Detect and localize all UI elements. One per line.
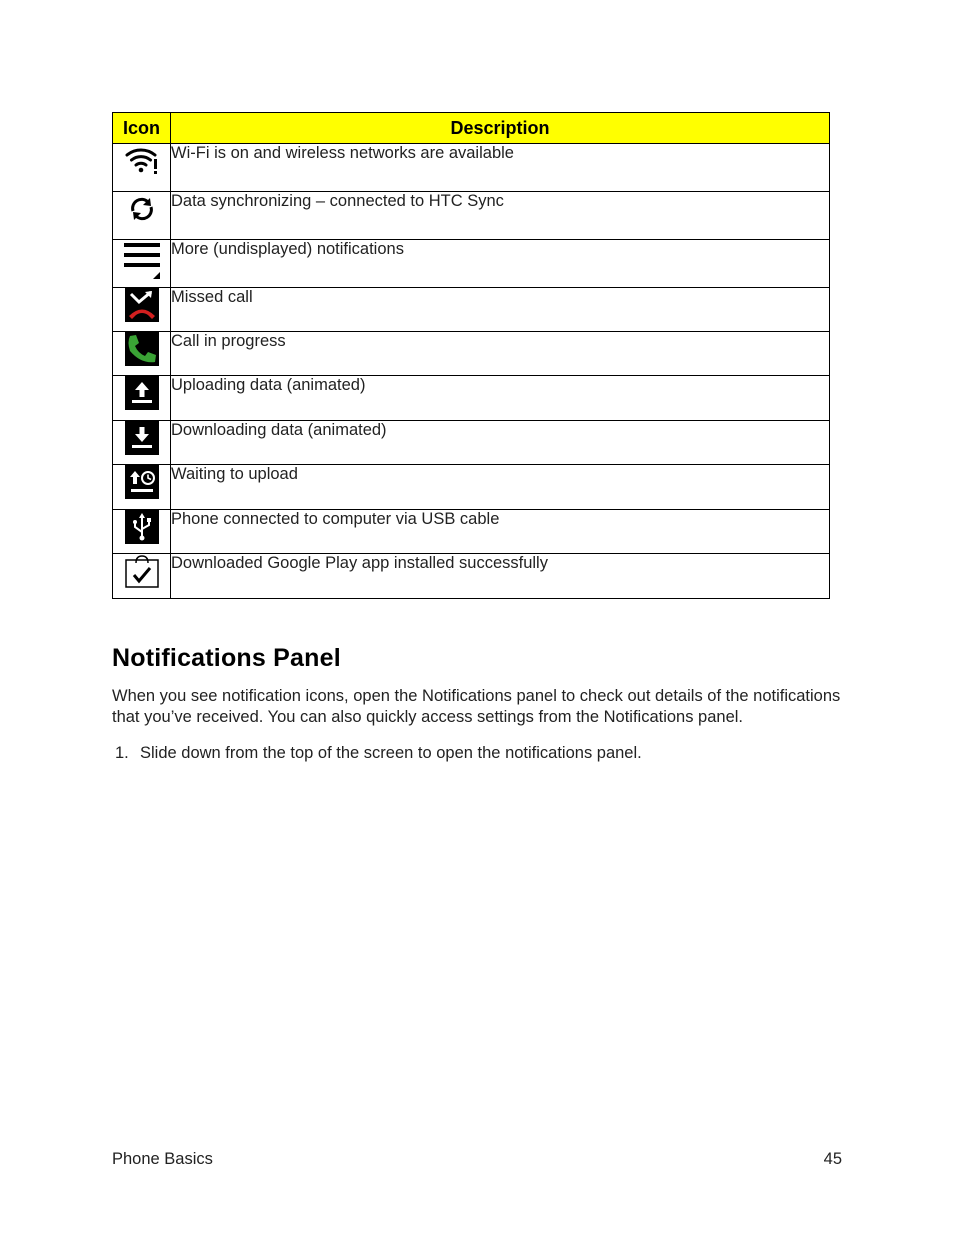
description-cell: Call in progress [171, 332, 830, 376]
missed-call-icon [125, 288, 159, 322]
icon-column-header: Icon [113, 113, 171, 144]
table-header-row [113, 113, 830, 144]
step-text: Slide down from the top of the screen to open the notifications panel. [140, 744, 642, 762]
icon-cell [113, 510, 171, 554]
icon-cell [113, 376, 171, 421]
table-row [113, 376, 830, 421]
icon-cell [113, 192, 171, 240]
table-row [113, 554, 830, 599]
waiting-upload-icon [125, 465, 159, 499]
description-cell: Data synchronizing – connected to HTC Sync [171, 192, 830, 240]
icon-cell [113, 421, 171, 465]
table-row [113, 240, 830, 288]
more-notifications-icon [122, 240, 162, 280]
description-cell: Waiting to upload [171, 465, 830, 510]
description-cell: Phone connected to computer via USB cable [171, 510, 830, 554]
description-cell: Wi-Fi is on and wireless networks are available [171, 144, 830, 192]
table-row [113, 510, 830, 554]
icon-cell [113, 288, 171, 332]
call-in-progress-icon [125, 332, 159, 366]
download-icon [125, 421, 159, 455]
table-row [113, 332, 830, 376]
description-cell: Uploading data (animated) [171, 376, 830, 421]
table-row [113, 288, 830, 332]
description-cell: Missed call [171, 288, 830, 332]
sync-icon [125, 192, 159, 226]
description-cell: Downloading data (animated) [171, 421, 830, 465]
description-cell: More (undisplayed) notifications [171, 240, 830, 288]
section-heading: Notifications Panel [112, 644, 341, 672]
description-cell: Downloaded Google Play app installed successfully [171, 554, 830, 599]
usb-icon [125, 510, 159, 544]
icon-cell [113, 554, 171, 599]
status-icons-table [112, 112, 830, 599]
icon-cell [113, 332, 171, 376]
upload-icon [125, 376, 159, 410]
table-row [113, 465, 830, 510]
google-play-installed-icon [125, 554, 159, 588]
table-row [113, 192, 830, 240]
wifi-available-icon [125, 144, 159, 178]
icon-cell [113, 465, 171, 510]
table-row [113, 421, 830, 465]
description-column-header: Description [171, 113, 830, 144]
footer-chapter-title: Phone Basics [112, 1150, 213, 1168]
icon-cell [113, 144, 171, 192]
table-row [113, 144, 830, 192]
section-paragraph: When you see notification icons, open the Notifications panel to check out details of the notifications that you’ve received. You can also quickly access settings from the Notifications panel. [112, 687, 841, 726]
icon-cell [113, 240, 171, 288]
step-number: 1. [115, 744, 129, 762]
footer-page-number: 45 [823, 1150, 842, 1168]
